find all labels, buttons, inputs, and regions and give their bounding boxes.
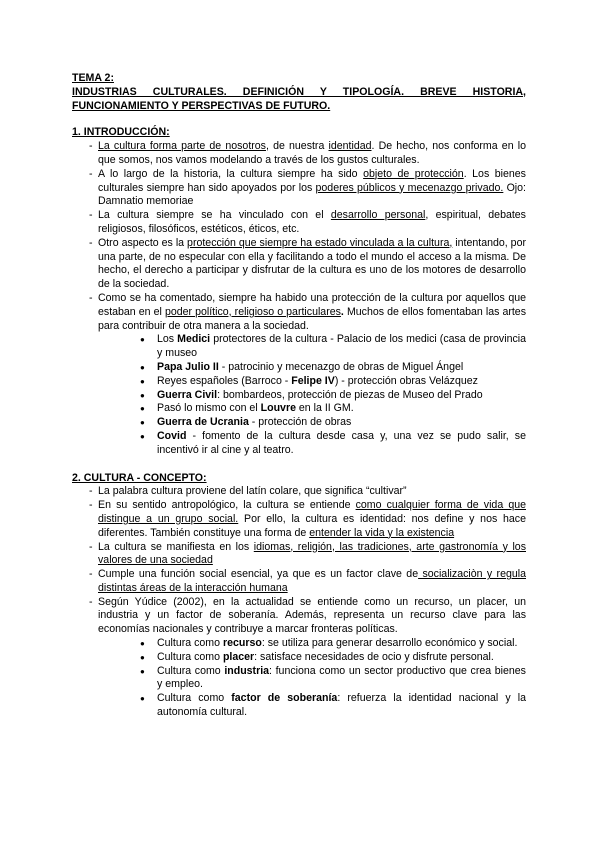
list-item: - La cultura forma parte de nosotros, de nuestra identidad. De hecho, nos conforma en lo que somos, nos vamos modelando a través de los gustos culturales.	[72, 140, 526, 168]
list-item: - Otro aspecto es la protección que siempre ha estado vinculada a la cultura, intentando, por una parte, de no especular con ella y facilitando a todo el mundo el acceso a la misma. De hecho, el derecho a participar y disfrutar de la cultura es uno de los motores de desarrollo de la sociedad.	[72, 237, 526, 292]
section-1-sublist	[98, 333, 526, 457]
list-item: - La cultura se manifiesta en los idiomas, religión, las tradiciones, arte gastronomía y los valores de una sociedad	[72, 541, 526, 569]
section-2-sublist	[98, 637, 526, 720]
list-item: - La palabra cultura proviene del latín colare, que significa “cultivar”	[72, 485, 526, 499]
list-item: - En su sentido antropológico, la cultura se entiende como cualquier forma de vida que distingue a un grupo social. Por ello, la cultura es identidad: nos define y nos hace diferentes. También constituye una forma de entender la vida y la existencia	[72, 499, 526, 540]
list-item: - Como se ha comentado, siempre ha habido una protección de la cultura por aquellos que estaban en el poder político, religioso o particulares. Muchos de ellos fomentaban las artes para contribuir de otra manera a la sociedad. ● Los Medici protectores de la cultura - Palacio de los medici (casa de provincia y museo ● Papa Julio II - patrocinio y mecenazgo de obras de Miguel Ángel ● Reyes españoles (Barroco - Felipe IV) - protección obras Velázquez ● Guerra Civil: bombardeos, protección de piezas de Museo del Prado ● Pasó lo mismo con el Louvre en la II GM. ● Guerra de Ucrania - protección de obras ● Covid - fomento de la cultura desde casa y, una vez se pudo salir, se incentivó ir al cine y al teatro.	[72, 292, 526, 458]
sub-list-item: ● Covid - fomento de la cultura desde casa y, una vez se pudo salir, se incentivó ir al cine y al teatro.	[140, 430, 526, 458]
list-item: - A lo largo de la historia, la cultura siempre ha sido objeto de protección. Los bienes culturales siempre han sido apoyados por los poderes públicos y mecenazgo privado. Ojo: Damnatio memoriae	[72, 168, 526, 209]
section-2-heading: 2. CULTURA - CONCEPTO:	[72, 471, 207, 484]
section-2-list	[72, 485, 526, 720]
sub-list-item: ● Guerra Civil: bombardeos, protección de piezas de Museo del Prado	[140, 389, 526, 403]
list-item: - Según Yúdice (2002), en la actualidad se entiende como un recurso, un placer, un industria y un factor de soberanía. Además, representa un recurso clave para las economías nacionales y contribuye a marcar fronteras políticas. ● Cultura como recurso: se utiliza para generar desarrollo económico y social. ● Cultura como placer: satisface necesidades de ocio y disfrute personal. ● Cultura como industria: funciona como un sector productivo que crea bienes y empleo. ● Cultura como factor de soberanía: refuerza la identidad nacional y la autonomía cultural.	[72, 596, 526, 720]
sub-list-item: ● Guerra de Ucrania - protección de obras	[140, 416, 526, 430]
sub-list-item: ● Cultura como industria: funciona como un sector productivo que crea bienes y empleo.	[140, 665, 526, 693]
sub-list-item: ● Pasó lo mismo con el Louvre en la II GM.	[140, 402, 526, 416]
section-1-list	[72, 140, 526, 457]
doc-title: INDUSTRIAS CULTURALES. DEFINICIÓN Y TIPOLOGÍA. BREVE HISTORIA, FUNCIONAMIENTO Y PERSPECTIVAS DE FUTURO.	[72, 85, 526, 112]
sub-list-item: ● Cultura como factor de soberanía: refuerza la identidad nacional y la autonomía cultural.	[140, 692, 526, 720]
document-page	[72, 72, 526, 720]
list-item: - La cultura siempre se ha vinculado con el desarrollo personal, espiritual, debates religiosos, filosóficos, estéticos, éticos, etc.	[72, 209, 526, 237]
list-item: - Cumple una función social esencial, ya que es un factor clave de socializaciòn y regula distintas áreas de la interacción humana	[72, 568, 526, 596]
sub-list-item: ● Cultura como placer: satisface necesidades de ocio y disfrute personal.	[140, 651, 526, 665]
sub-list-item: ● Cultura como recurso: se utiliza para generar desarrollo económico y social.	[140, 637, 526, 651]
section-1-heading: 1. INTRODUCCIÓN:	[72, 126, 170, 139]
sub-list-item: ● Los Medici protectores de la cultura - Palacio de los medici (casa de provincia y museo	[140, 333, 526, 361]
sub-list-item: ● Papa Julio II - patrocinio y mecenazgo de obras de Miguel Ángel	[140, 361, 526, 375]
sub-list-item: ● Reyes españoles (Barroco - Felipe IV) - protección obras Velázquez	[140, 375, 526, 389]
doc-title-label: TEMA 2:	[72, 72, 114, 84]
